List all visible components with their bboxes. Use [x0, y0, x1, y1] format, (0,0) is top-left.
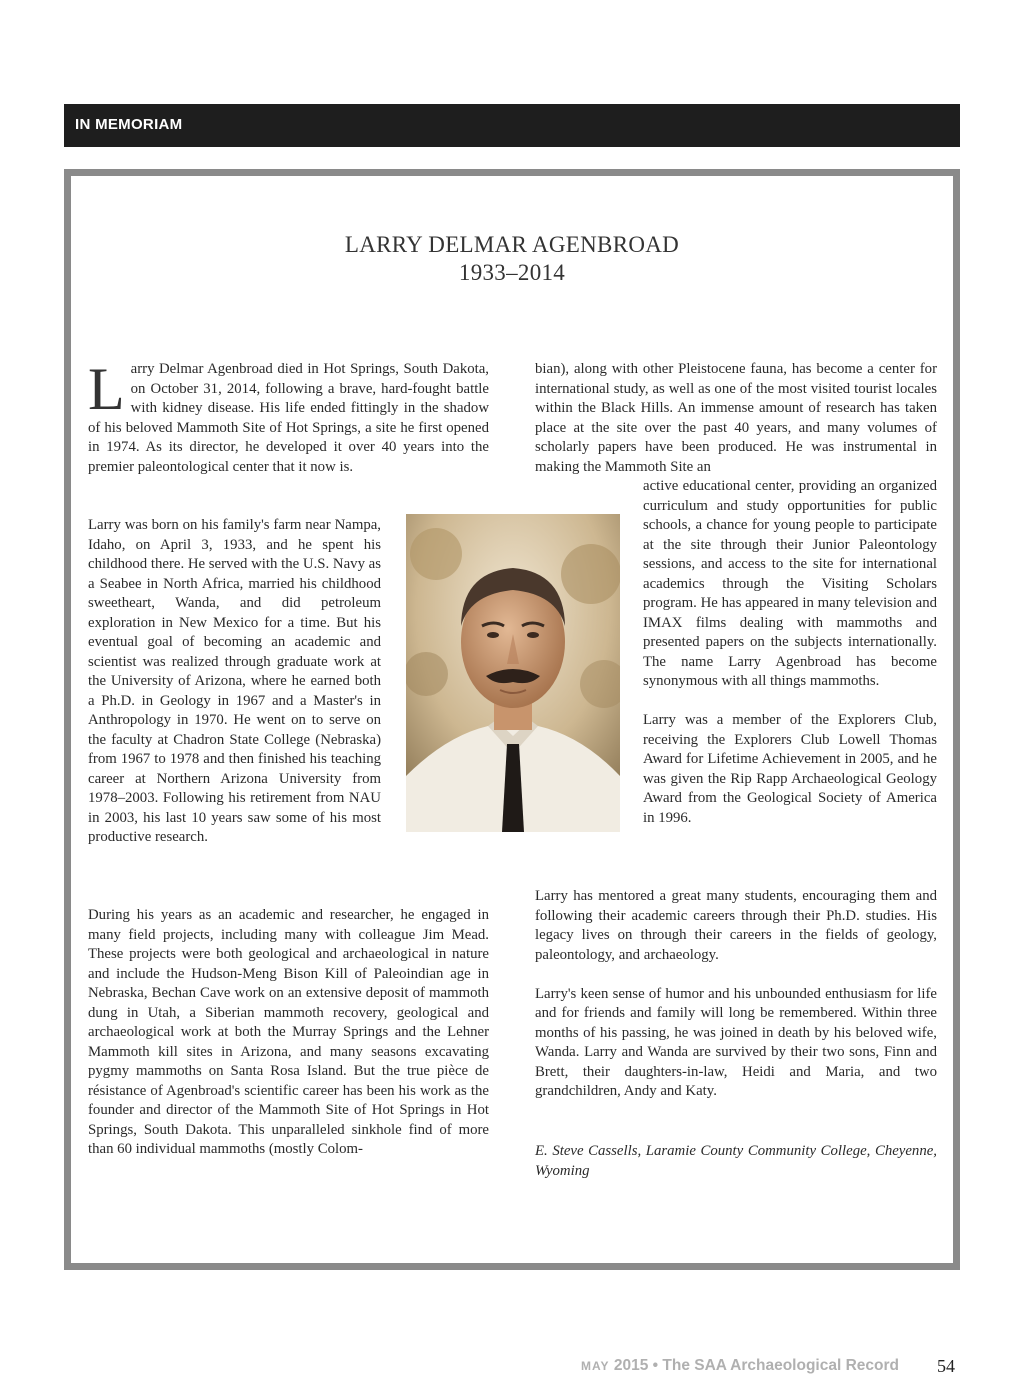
- portrait-photo: [406, 514, 620, 832]
- legacy-paragraphs: [535, 887, 937, 1102]
- awards-text: Larry was a member of the Explorers Club, receiving the Explorers Club Lowell Thomas Award for Lifetime Achievement in 2005, and he was given the Rip Rapp Archaeological Geology Award from the Geological Society of America in 1996.: [643, 712, 937, 826]
- page-number: 54: [937, 1356, 955, 1376]
- author-signature: E. Steve Cassells, Laramie County Community College, Cheyenne, Wyoming: [535, 1143, 937, 1179]
- family-text: Larry's keen sense of humor and his unbounded enthusiasm for life and for friends and family will long be remembered. Within three months of his passing, he was joined in death by his beloved wife, Wanda. Larry and Wanda are survived by their two sons, Finn and Brett, their daughters-in-law, Heidi and Maria, and two grandchildren, Andy and Katy.: [535, 985, 937, 1099]
- career-text: During his years as an academic and researcher, he engaged in many field projects, including many with colleague Jim Mead. These projects were both geological and archaeological in nature and include the Hudson-Meng Bison Kill of Paleoindian age in Nebraska, Bechan Cave work on an extensive deposit of mammoth dung in Utah, a Siberian mammoth recovery, geological and archaeological work at both the Murray Springs and the Lehner Mammoth kill sites in Arizona, and many seasons excavating pygmy mammoths on Santa Rosa Island. But the true pièce de résistance of Agenbroad's scientific career has been his work as the founder and director of the Mammoth Site of Hot Springs in Hot Springs, South Dakota. This unparalleled sinkhole find of more than 60 individual mammoths (mostly Colom-: [88, 907, 489, 1157]
- intro-text: arry Delmar Agenbroad died in Hot Springs, South Dakota, on October 31, 2014, following a brave, hard-fought battle with kidney disease. His life ended fittingly in the shadow of his beloved Mammoth Site of Hot Springs, a site he first opened in 1974. As its director, he developed it over 40 years into the premier paleontological center that it now is.: [88, 361, 489, 475]
- drop-cap: L: [88, 356, 125, 422]
- education-text: active educational center, providing an organized curriculum and study opportunities for public schools, a chance for young people to participate at the site through their Junior Paleontology sessions, and access to the site for international academics through the Visiting Scholars program. He has appeared in many television and IMAX films dealing with mammoths and presented papers on the subjects internationally. The name Larry Agenbroad has become synonymous with all things mammoths.: [643, 478, 937, 689]
- career-continued-paragraph: [535, 360, 937, 477]
- intro-paragraph: [88, 356, 489, 477]
- section-label: IN MEMORIAM: [75, 116, 183, 133]
- career-paragraph: [88, 906, 489, 1160]
- education-and-awards: [643, 477, 937, 828]
- mentoring-text: Larry has mentored a great many students, encouraging them and following their academic careers through their Ph.D. studies. His legacy lives on through their careers in the fields of geology, paleontology, and archaeology.: [535, 888, 937, 963]
- career-continued-text: bian), along with other Pleistocene fauna, has become a center for international study, as well as one of the most visited tourist locales within the Black Hills. An immense amount of research has taken place at the site over the past 40 years, and many volumes of scholarly papers have been produced. He was instrumental in making the Mammoth Site an: [535, 361, 937, 475]
- biography-paragraph: [88, 516, 381, 848]
- portrait-image: [406, 514, 620, 832]
- obituary-dates: 1933–2014: [458, 260, 566, 285]
- footer-publication-rest: 2015 • The SAA Archaeological Record: [609, 1357, 899, 1374]
- footer-month: MAY: [581, 1359, 610, 1373]
- obituary-name: LARRY DELMAR AGENBROAD: [344, 232, 680, 257]
- footer-publication: [581, 1357, 899, 1375]
- biography-text: Larry was born on his family's farm near Nampa, Idaho, on April 3, 1933, and he spent his childhood there. He served with the U.S. Navy as a Seabee in North Africa, married his childhood sweetheart, Wanda, and did petroleum exploration in New Mexico for a time. But his eventual goal of becoming an academic and scientist was realized through graduate work at the University of Arizona, where he earned both a Ph.D. in Geology in 1967 and a Master's in Anthropology in 1970. He went on to serve on the faculty at Chadron State College (Nebraska) from 1967 to 1978 and then finished his teaching career at Northern Arizona University from 1978–2003. Following his retirement from NAU in 2003, his last 10 years saw some of his most productive research.: [88, 517, 381, 845]
- section-header-bar: [64, 104, 960, 147]
